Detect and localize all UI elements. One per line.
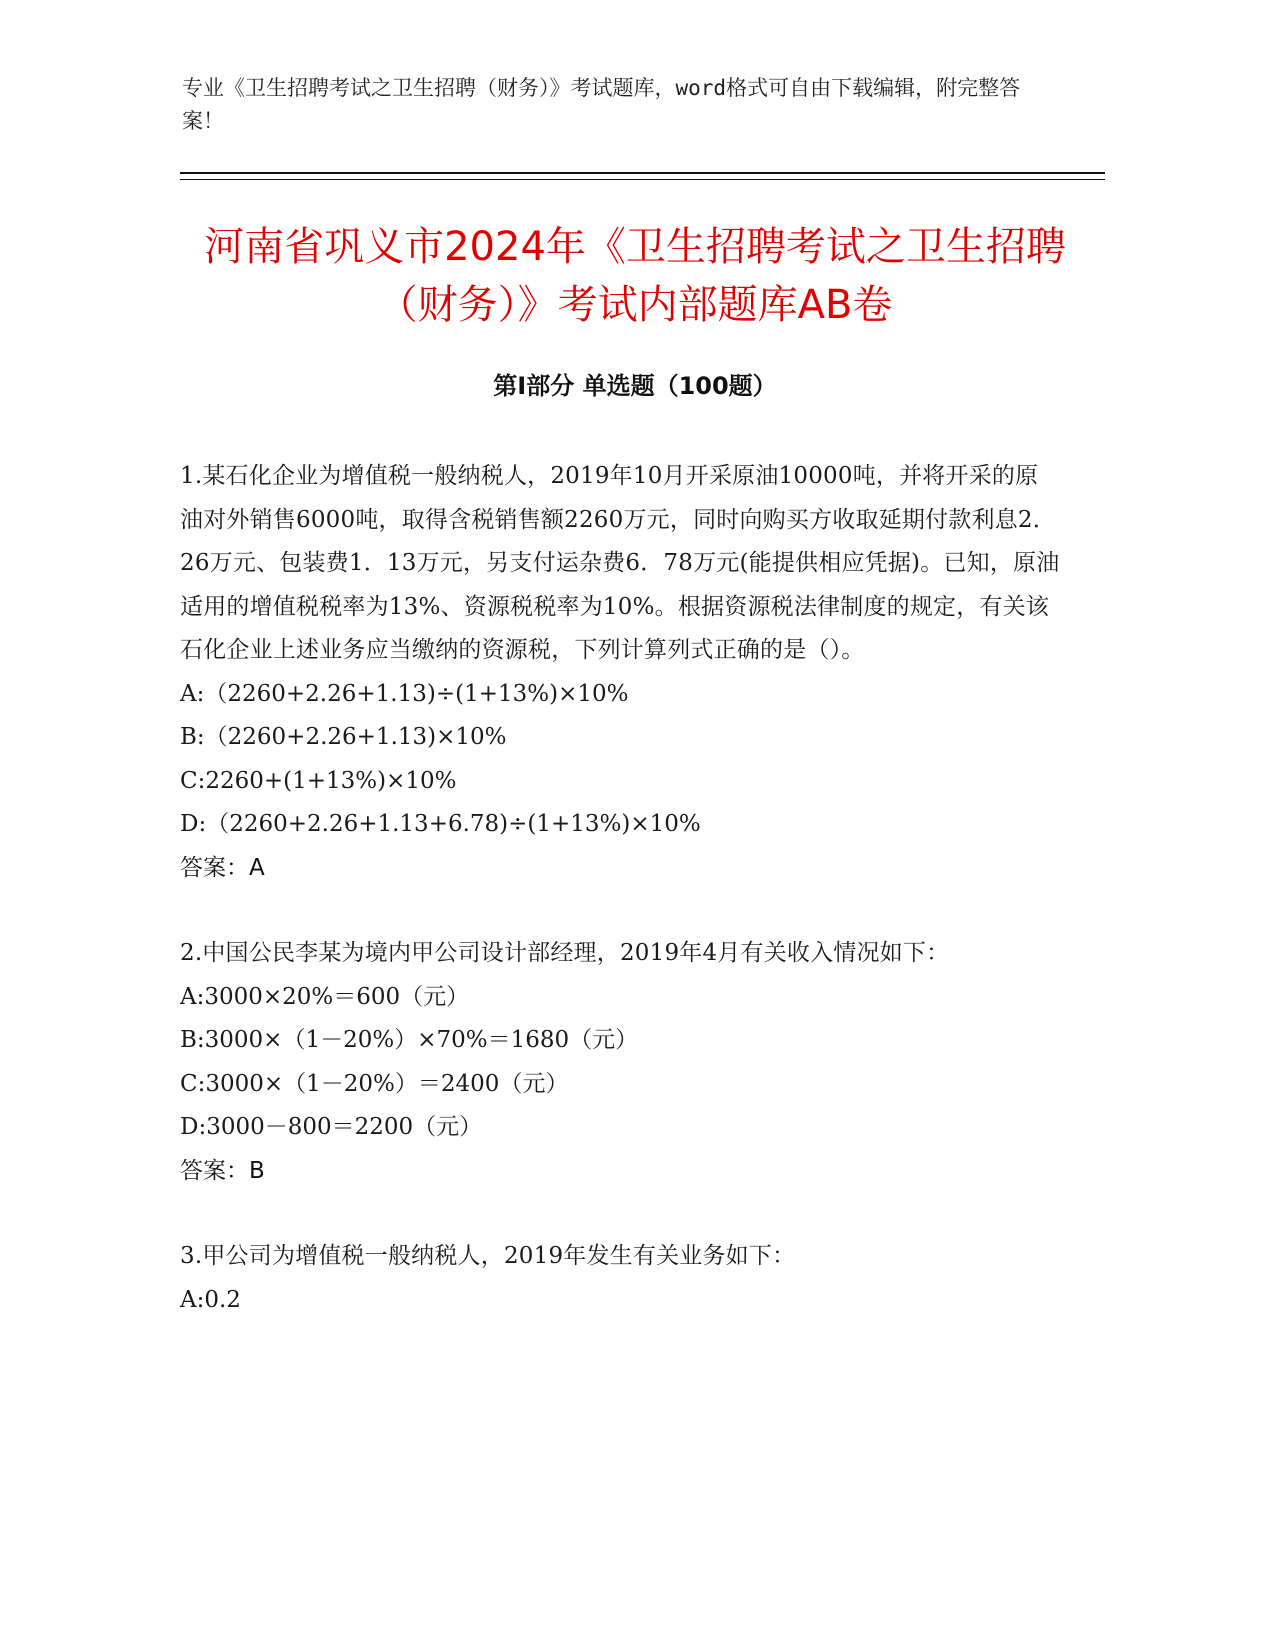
option-c: C:3000×（1－20%）＝2400（元） [180, 1070, 569, 1097]
option-b: B:3000×（1－20%）×70%＝1680（元） [180, 1027, 639, 1053]
question-3 [180, 1235, 1060, 1322]
question-1 [180, 455, 1060, 890]
header-rule-thin [180, 179, 1105, 180]
answer-line: 答案：A [180, 854, 265, 881]
question-stem: 1.某石化企业为增值税一般纳税人，2019年10月开采原油10000吨，并将开采的原油对外销售6000吨，取得含税销售额2260万元，同时向购买方收取延期付款利息2．26万元、包装费1．13万元，另支付运杂费6．78万元(能提供相应凭据)。已知，原油适用的增值税税率为13%、资源税税率为10%。根据资源税法律制度的规定，有关该石化企业上述业务应当缴纳的资源税，下列计算列式正确的是（）。 [180, 463, 1060, 663]
header-rule-thick [180, 172, 1105, 174]
section-title: 第I部分 单选题（100题） [493, 372, 777, 400]
page-title: 河南省巩义市2024年《卫生招聘考试之卫生招聘（财务）》考试内部题库AB卷 [204, 224, 1066, 328]
question-list [180, 455, 1060, 1364]
option-d: D:（2260+2.26+1.13+6.78)÷(1+13%)×10% [180, 811, 701, 837]
option-a: A:0.2 [180, 1286, 241, 1313]
question-stem: 2.中国公民李某为境内甲公司设计部经理，2019年4月有关收入情况如下： [180, 940, 950, 966]
option-b: B:（2260+2.26+1.13)×10% [180, 724, 507, 750]
answer-line: 答案：B [180, 1157, 265, 1184]
question-stem: 3.甲公司为增值税一般纳税人，2019年发生有关业务如下： [180, 1243, 796, 1269]
header-note: 专业《卫生招聘考试之卫生招聘（财务）》考试题库，word格式可自由下载编辑，附完整答案！ [182, 76, 1021, 133]
question-2 [180, 932, 1060, 1193]
option-c: C:2260+(1+13%)×10% [180, 767, 457, 794]
option-d: D:3000－800＝2200（元） [180, 1114, 483, 1140]
option-a: A:（2260+2.26+1.13)÷(1+13%)×10% [180, 680, 629, 707]
option-a: A:3000×20%＝600（元） [180, 983, 470, 1010]
